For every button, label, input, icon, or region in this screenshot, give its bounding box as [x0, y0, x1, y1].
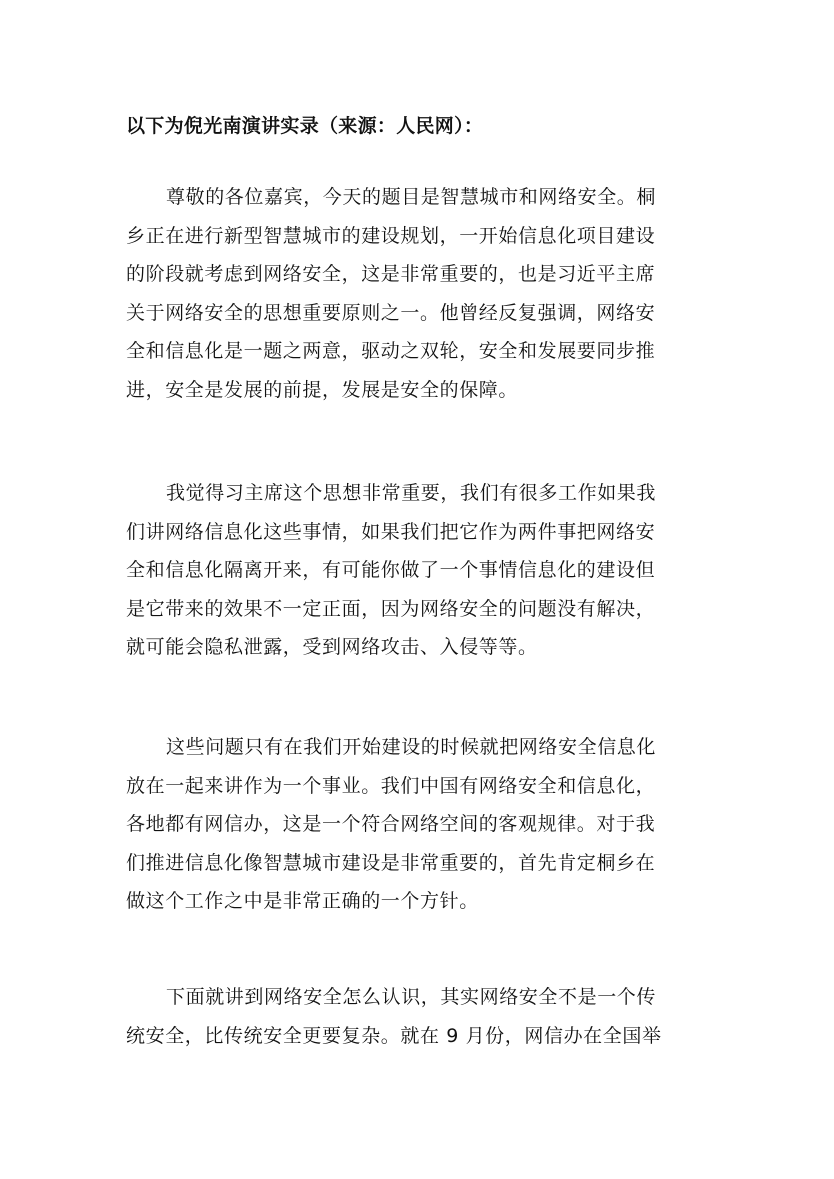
paragraph-4 — [126, 978, 716, 1055]
paragraph-line: 全和信息化是一题之两意，驱动之双轮，安全和发展要同步推 — [126, 340, 656, 362]
paragraph-line: 就可能会隐私泄露，受到网络攻击、入侵等等。 — [126, 636, 538, 658]
paragraph-line: 的阶段就考虑到网络安全，这是非常重要的，也是习近平主席 — [126, 263, 656, 285]
paragraph-line: 全和信息化隔离开来，有可能你做了一个事情信息化的建设但 — [126, 559, 656, 581]
paragraph-line: 这些问题只有在我们开始建设的时候就把网络安全信息化 — [166, 736, 657, 758]
paragraph-line: 们推进信息化像智慧城市建设是非常重要的，首先肯定桐乡在 — [126, 851, 656, 874]
paragraph-3 — [126, 728, 716, 921]
paragraph-line: 下面就讲到网络安全怎么认识，其实网络安全不是一个传 — [166, 986, 657, 1008]
paragraph-line: 我觉得习主席这个思想非常重要，我们有很多工作如果我 — [166, 482, 657, 504]
paragraph-1 — [126, 178, 716, 409]
paragraph-line: 们讲网络信息化这些事情，如果我们把它作为两件事把网络安 — [126, 520, 656, 543]
paragraph-line: 尊敬的各位嘉宾，今天的题目是智慧城市和网络安全。桐 — [166, 186, 657, 208]
paragraph-line: 做这个工作之中是非常正确的一个方针。 — [126, 890, 479, 912]
paragraph-line: 放在一起来讲作为一个事业。我们中国有网络安全和信息化， — [126, 774, 656, 797]
document-title: 以下为倪光南演讲实录（来源：人民网）： — [126, 115, 484, 137]
paragraph-line: 是它带来的效果不一定正面，因为网络安全的问题没有解决， — [126, 597, 656, 620]
paragraph-line: 乡正在进行新型智慧城市的建设规划，一开始信息化项目建设 — [126, 224, 656, 247]
paragraph-line: 关于网络安全的思想重要原则之一。他曾经反复强调，网络安 — [126, 301, 656, 324]
paragraph-line: 统安全，比传统安全更要复杂。就在 9 月份，网信办在全国举 — [126, 1024, 662, 1047]
paragraph-line: 各地都有网信办，这是一个符合网络空间的客观规律。对于我 — [126, 813, 656, 835]
paragraph-2 — [126, 474, 716, 667]
paragraph-line: 进，安全是发展的前提，发展是安全的保障。 — [126, 378, 519, 401]
